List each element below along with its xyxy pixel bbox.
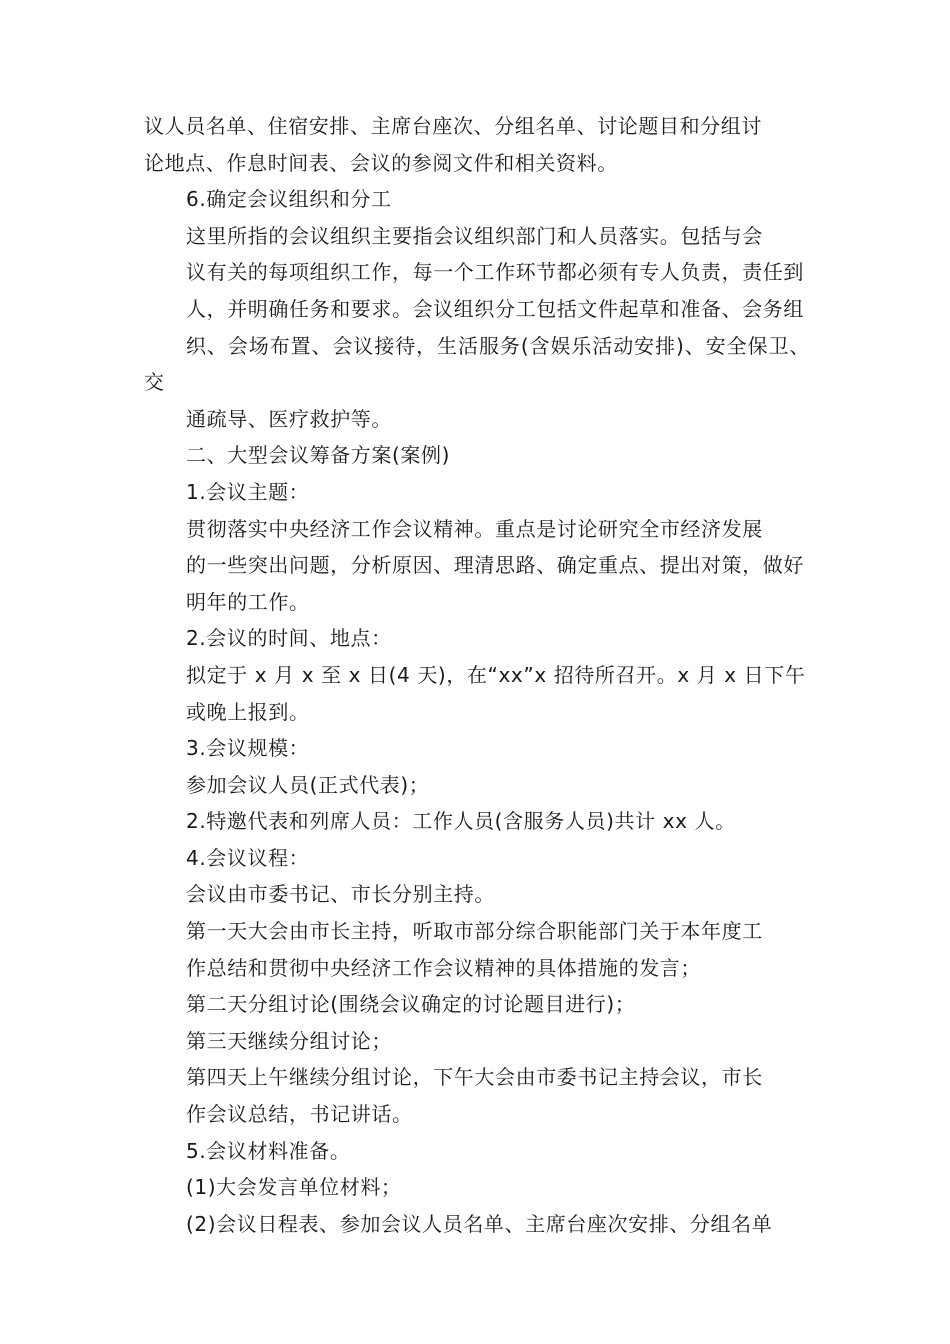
paragraph xyxy=(144,108,810,181)
text-line: 拟定于 x 月 x 至 x 日(4 天)，在“xx”x 招待所召开。x 月 x 日下午 xyxy=(186,662,806,687)
paragraph xyxy=(144,474,810,511)
paragraph xyxy=(144,876,810,913)
text-line: 5.会议材料准备。 xyxy=(186,1138,351,1163)
text-line: 2.会议的时间、地点： xyxy=(186,626,392,651)
text-line: 6.确定会议组织和分工 xyxy=(186,187,392,212)
paragraph xyxy=(144,767,810,804)
text-line: 议有关的每项组织工作，每一个工作环节都必须有专人负责，责任到 xyxy=(186,260,804,285)
text-line: (2)会议日程表、参加会议人员名单、主席台座次安排、分组名单 xyxy=(186,1211,773,1236)
text-line: 通疏导、医疗救护等。 xyxy=(186,406,392,431)
text-line: 二、大型会议筹备方案(案例) xyxy=(186,443,451,468)
text-line: 3.会议规模： xyxy=(186,736,310,761)
text-line: 的一些突出问题，分析原因、理清思路、确定重点、提出对策，做好 xyxy=(186,553,804,578)
paragraph xyxy=(144,803,810,840)
paragraph xyxy=(144,913,810,986)
text-line: 第二天分组讨论(围绕会议确定的讨论题目进行)； xyxy=(186,992,636,1017)
paragraph xyxy=(144,840,810,877)
paragraph xyxy=(144,218,810,438)
text-line: 作会议总结，书记讲话。 xyxy=(186,1102,413,1127)
paragraph xyxy=(144,620,810,657)
text-line: 作总结和贯彻中央经济工作会议精神的具体措施的发言； xyxy=(186,955,701,980)
text-line: 这里所指的会议组织主要指会议组织部门和人员落实。包括与会 xyxy=(186,223,763,248)
text-line: 人，并明确任务和要求。会议组织分工包括文件起草和准备、会务组 xyxy=(186,296,804,321)
text-line: 贯彻落实中央经济工作会议精神。重点是讨论研究全市经济发展 xyxy=(186,516,763,541)
paragraph xyxy=(144,181,810,218)
text-line: 织、会场布置、会议接待，生活服务(含娱乐活动安排)、安全保卫、交 xyxy=(144,333,810,395)
paragraph xyxy=(144,1133,810,1170)
text-line: 论地点、作息时间表、会议的参阅文件和相关资料。 xyxy=(144,150,618,175)
paragraph xyxy=(144,730,810,767)
text-line: 议人员名单、住宿安排、主席台座次、分组名单、讨论题目和分组讨 xyxy=(144,114,762,138)
text-line: (1)大会发言单位材料； xyxy=(186,1175,402,1200)
document-page xyxy=(144,108,810,1242)
text-line: 4.会议议程： xyxy=(186,845,310,870)
text-line: 第四天上午继续分组讨论，下午大会由市委书记主持会议，市长 xyxy=(186,1065,763,1090)
paragraph xyxy=(144,986,810,1023)
paragraph xyxy=(144,1206,810,1243)
paragraph xyxy=(144,1023,810,1060)
text-line: 2.特邀代表和列席人员：工作人员(含服务人员)共计 xx 人。 xyxy=(186,809,736,834)
text-line: 1.会议主题： xyxy=(186,479,310,504)
paragraph xyxy=(144,437,810,474)
paragraph xyxy=(144,511,810,621)
text-line: 第一天大会由市长主持，听取市部分综合职能部门关于本年度工 xyxy=(186,919,763,944)
paragraph xyxy=(144,1169,810,1206)
paragraph xyxy=(144,1059,810,1132)
text-line: 第三天继续分组讨论； xyxy=(186,1028,392,1053)
text-line: 参加会议人员(正式代表)； xyxy=(186,772,430,797)
text-line: 明年的工作。 xyxy=(186,589,310,614)
text-line: 会议由市委书记、市长分别主持。 xyxy=(186,882,495,907)
text-line: 或晚上报到。 xyxy=(186,699,310,724)
paragraph xyxy=(144,657,810,730)
